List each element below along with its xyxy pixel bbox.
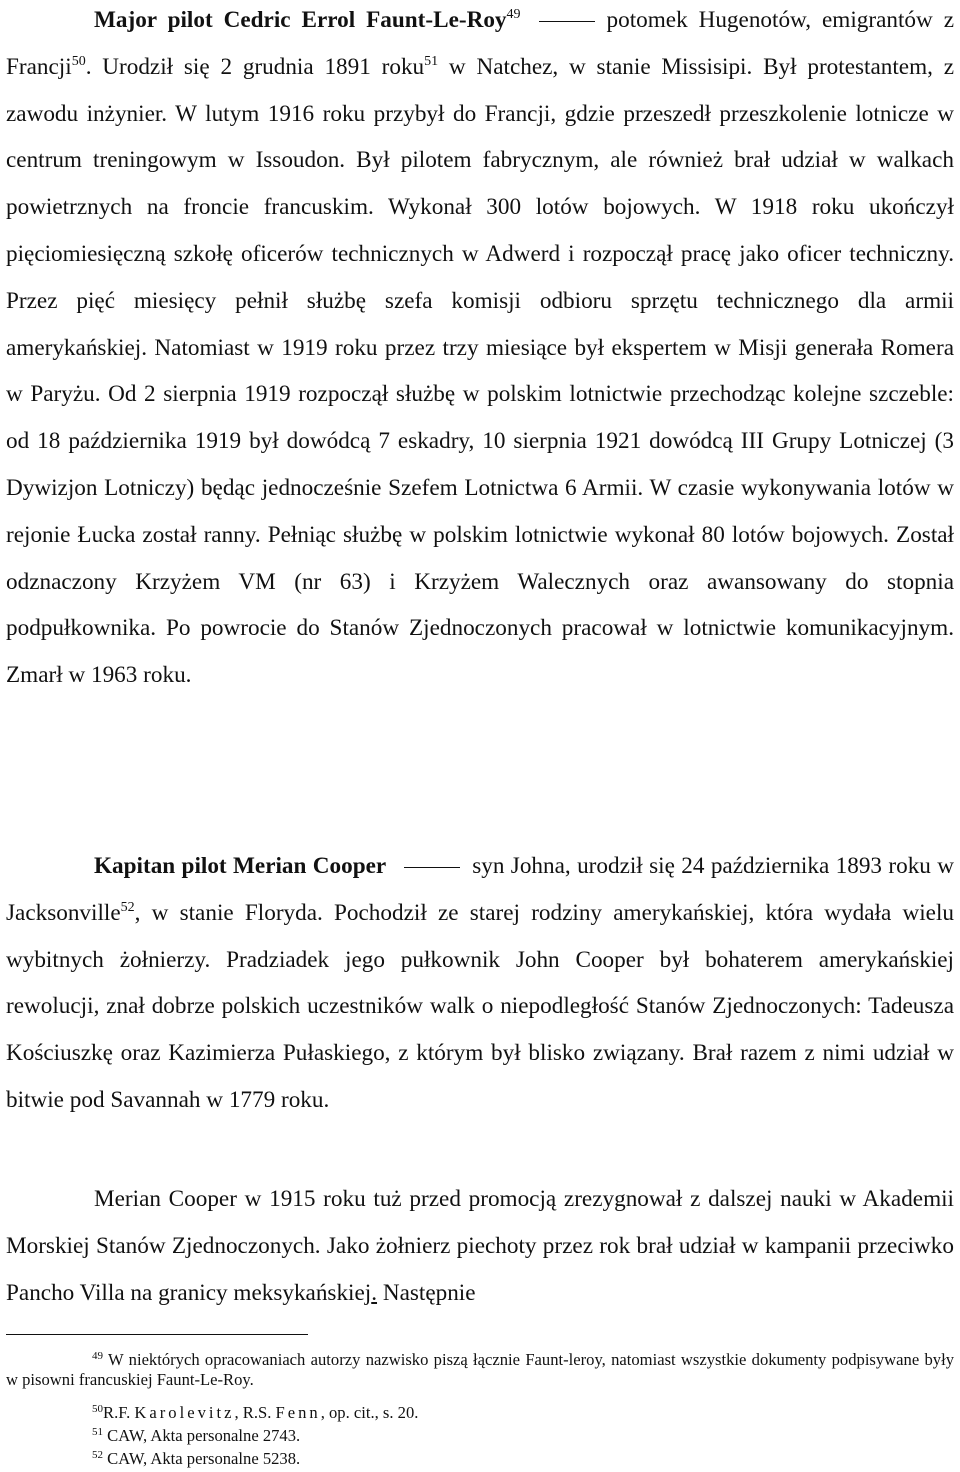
paragraph-text: . Urodził się 2 grudnia 1891 roku [85, 53, 425, 80]
em-dash [404, 867, 460, 868]
footnote-49 [6, 1350, 954, 1390]
paragraph-text: w Natchez, w stanie Missisipi. Był protestantem, z zawodu inżynier. W lutym 1916 roku przybył do Francji, gdzie przeszedł przeszkolenie lotnicze w centrum treningowym w Issoudon. Był pilotem fabrycznym, ale również brał udział w walkach powietrznych na froncie francuskim. Wykonał 300 lotów bojowych. W 1918 roku ukończył pięciomiesięczną szkołę oficerów technicznych w Adwerd i rozpoczął pracę jako oficer techniczny. Przez pięć miesięcy pełnił służbę szefa komisji odbioru sprzętu technicznego dla armii amerykańskiej. Natomiast w 1919 roku przez trzy miesiące był ekspertem w Misji generała Romera w Paryżu. Od 2 sierpnia 1919 rozpoczął służbę w polskim lotnictwie przechodząc kolejne szczeble: od 18 października 1919 był dowódcą 7 eskadry, 10 sierpnia 1921 dowódcą III Grupy Lotniczej (3 Dywizjon Lotniczy) będąc jednocześnie Szefem Lotnictwa 6 Armii. W czasie wykonywania lotów w rejonie Łucka został ranny. Pełniąc służbę w polskim lotnictwie wykonał 80 lotów bojowych. Został odznaczony Krzyżem VM (nr 63) i Krzyżem Walecznych oraz awansowany do stopnia podpułkownika. Po powrocie do Stanów Zjednoczonych pracował w lotnictwie komunikacyjnym. Zmarł w 1963 roku. [6, 53, 955, 689]
footnote-text: CAW, Akta personalne 2743. [107, 1426, 301, 1445]
paragraph-faunt-le-roy [6, 0, 954, 699]
footnote-52 [6, 1449, 954, 1469]
footnote-number: 49 [92, 1350, 103, 1362]
footnote-text: CAW, Akta personalne 5238. [107, 1449, 301, 1468]
footnote-text: , R.S. [234, 1403, 276, 1422]
footnote-ref-52: 52 [120, 899, 135, 915]
footnote-51 [6, 1426, 954, 1446]
paragraph-text: syn Johna, urodził się 24 października 1893 roku w Jacksonville [6, 853, 954, 926]
footnote-ref-50: 50 [71, 53, 86, 69]
underlined-period: . [371, 1279, 378, 1306]
footnote-number: 51 [92, 1426, 103, 1438]
person-name-cooper: Kapitan pilot Merian Cooper [94, 853, 387, 879]
footnote-ref-49: 49 [506, 7, 521, 22]
person-name-faunt-le-roy: Major pilot Cedric Errol Faunt-Le-Roy [94, 7, 507, 33]
footnote-50 [6, 1403, 954, 1423]
footnote-text: , op. cit., s. 20. [320, 1403, 419, 1422]
footnote-text: W niektórych opracowaniach autorzy nazwisko piszą łącznie Faunt-leroy, natomiast wszystkie dokumenty podpisywane były w pisowni francuskiej Faunt-Le-Roy. [6, 1350, 954, 1389]
footnote-number: 50 [92, 1403, 103, 1415]
footnote-text: R.F. [103, 1403, 135, 1422]
footnote-author: Karolevitz [134, 1403, 235, 1422]
paragraph-cooper [6, 843, 954, 1124]
paragraph-text: potomek Hugenotów, emigrantów z Francji [6, 7, 954, 80]
footnote-author: Fenn [275, 1403, 321, 1422]
paragraph-cooper-continued [6, 1176, 954, 1316]
paragraph-text: , w stanie Floryda. Pochodził ze starej rodziny amerykańskiej, która wydała wielu wybitnych żołnierzy. Pradziadek jego pułkownik John Cooper był bohaterem amerykańskiej rewolucji, znał dobrze polskich uczestników walk o niepodległość Stanów Zjednoczonych: Tadeusza Kościuszkę oraz Kazimierza Pułaskiego, z którym był blisko związany. Brał razem z nimi udział w bitwie pod Savannah w 1779 roku. [6, 899, 954, 1113]
paragraph-text: Następnie [377, 1279, 476, 1306]
paragraph-text: Merian Cooper w 1915 roku tuż przed promocją zrezygnował z dalszej nauki w Akademii Morskiej Stanów Zjednoczonych. Jako żołnierz piechoty przez rok brał udział w kampanii przeciwko Pancho Villa na granicy meksykańskiej [6, 1186, 954, 1306]
footnote-ref-51: 51 [424, 53, 439, 69]
footnote-separator [6, 1334, 308, 1335]
em-dash [539, 21, 595, 22]
footnote-number: 52 [92, 1449, 103, 1461]
